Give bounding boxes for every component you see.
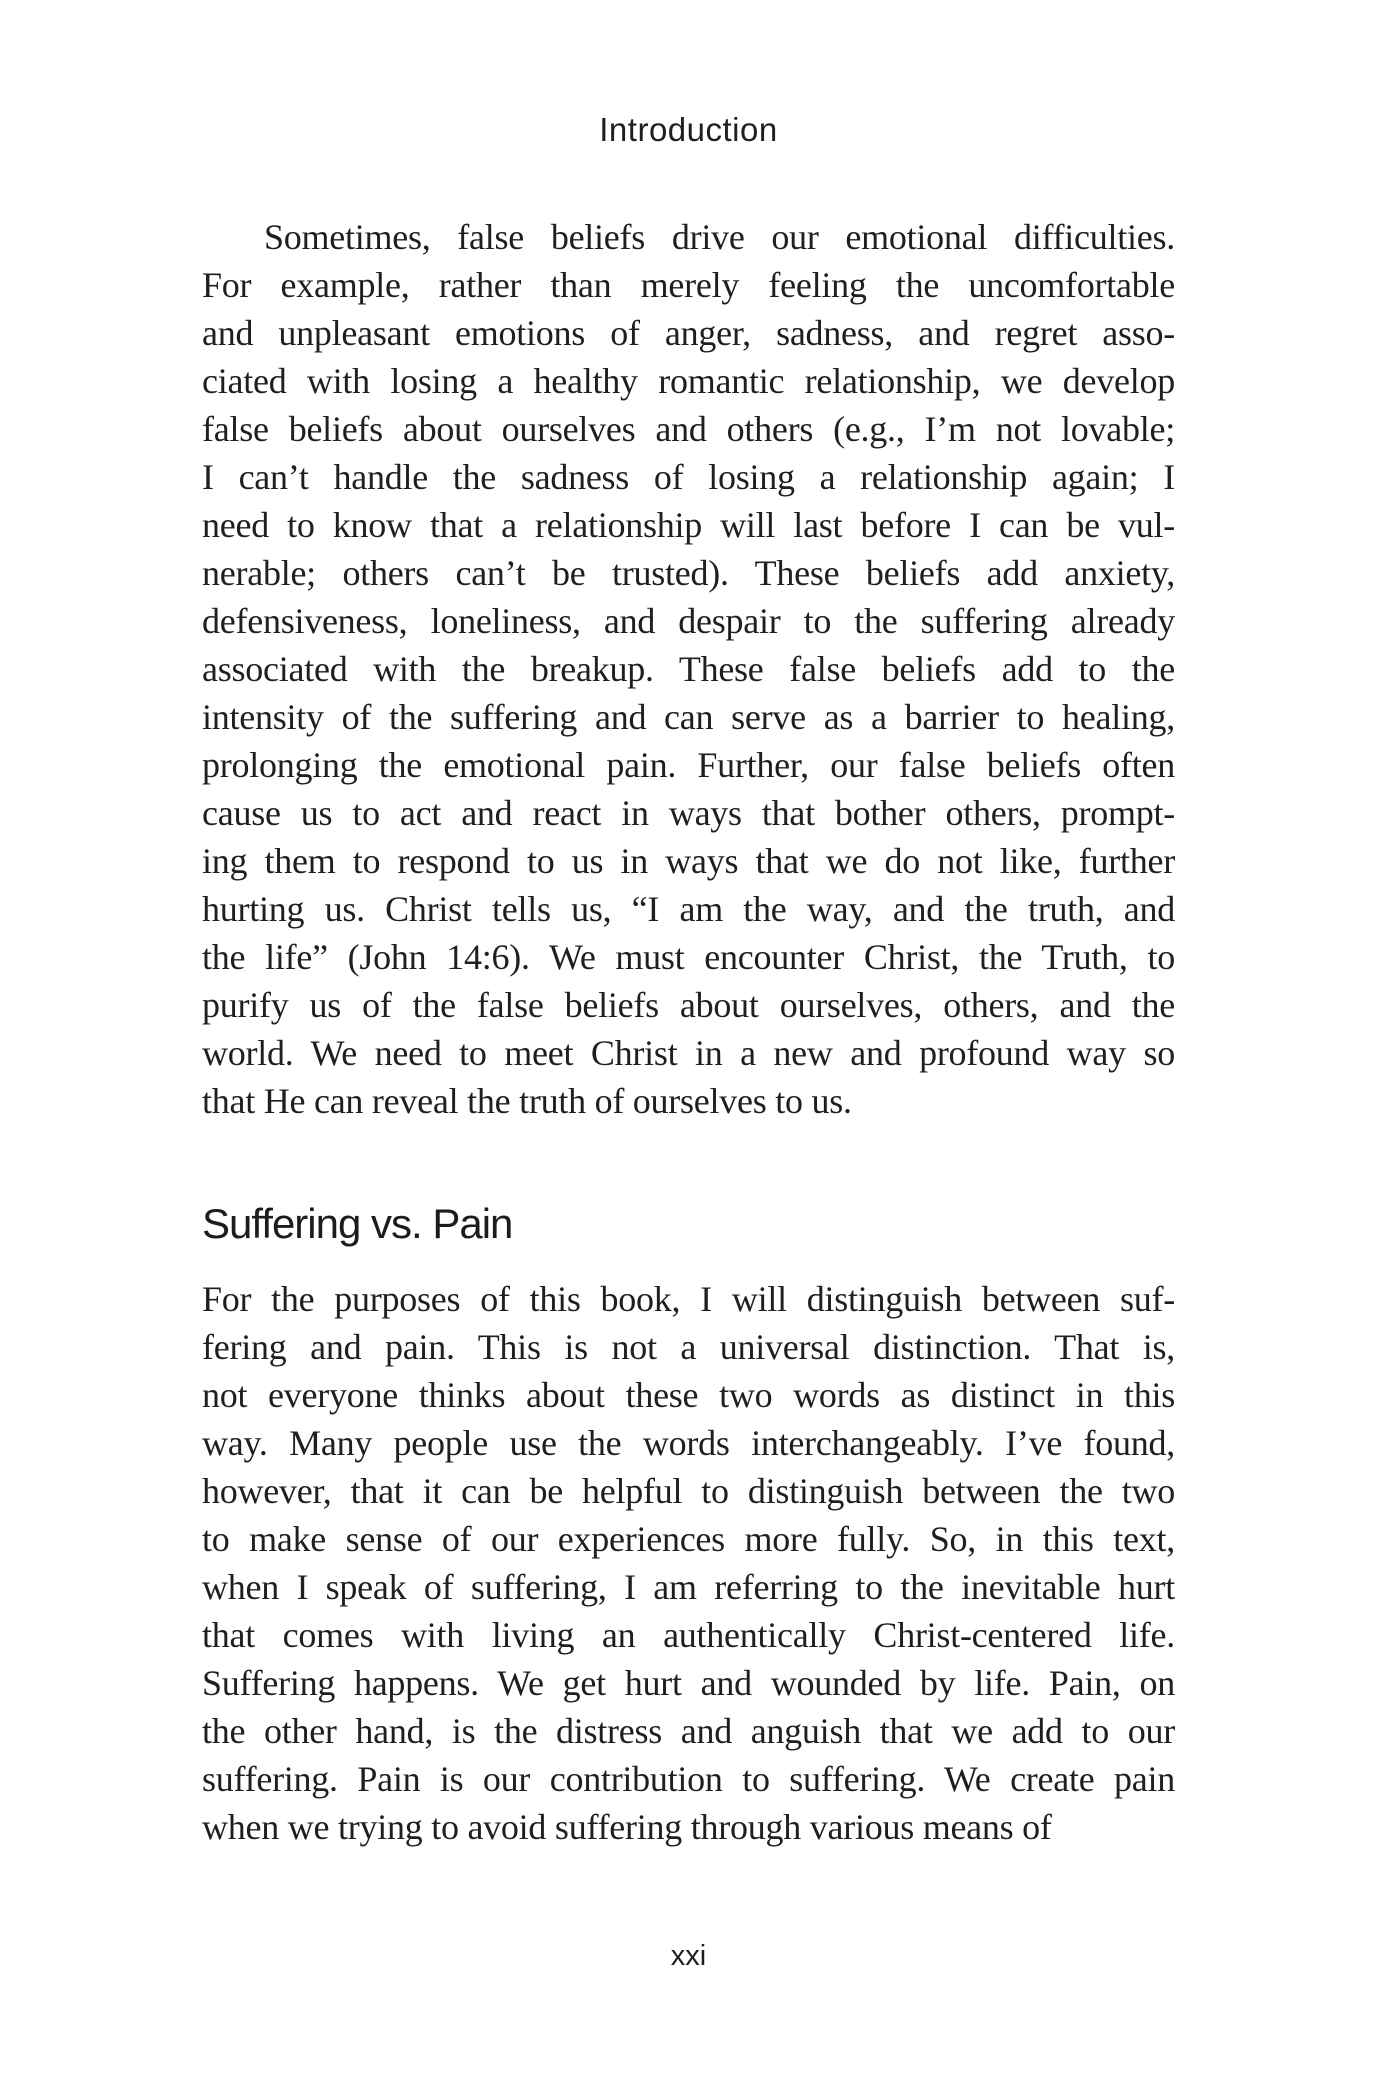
paragraph-2 [202, 1275, 1175, 1851]
text-line: to make sense of our experiences more fully. So, in this text, [202, 1519, 1175, 1559]
text-line: world. We need to meet Christ in a new and profound way so [202, 1033, 1175, 1073]
paragraph-1 [202, 213, 1175, 1125]
text-line: nerable; others can’t be trusted). These beliefs add anxiety, [202, 553, 1175, 593]
text-line: not everyone thinks about these two words as distinct in this [202, 1375, 1175, 1415]
text-line: I can’t handle the sadness of losing a relationship again; I [202, 457, 1175, 497]
text-line: For the purposes of this book, I will distinguish between suf- [202, 1279, 1175, 1319]
page-number: xxi [670, 1940, 707, 1972]
text-line: however, that it can be helpful to distinguish between the two [202, 1471, 1175, 1511]
text-line: suffering. Pain is our contribution to suffering. We create pain [202, 1759, 1175, 1799]
text-line: purify us of the false beliefs about ourselves, others, and the [202, 985, 1175, 1025]
text-line: fering and pain. This is not a universal distinction. That is, [202, 1327, 1175, 1367]
text-line: cause us to act and react in ways that bother others, prompt- [202, 793, 1175, 833]
text-line: associated with the breakup. These false beliefs add to the [202, 649, 1175, 689]
text-line: false beliefs about ourselves and others (e.g., I’m not lovable; [202, 409, 1175, 449]
text-line: prolonging the emotional pain. Further, our false beliefs often [202, 745, 1175, 785]
text-line: For example, rather than merely feeling the uncomfortable [202, 265, 1175, 305]
text-line: Suffering happens. We get hurt and wounded by life. Pain, on [202, 1663, 1175, 1703]
text-line: way. Many people use the words interchangeably. I’ve found, [202, 1423, 1175, 1463]
text-line: ing them to respond to us in ways that we do not like, further [202, 841, 1175, 881]
text-line: hurting us. Christ tells us, “I am the way, and the truth, and [202, 889, 1175, 929]
text-line: defensiveness, loneliness, and despair to the suffering already [202, 601, 1175, 641]
text-line: ciated with losing a healthy romantic relationship, we develop [202, 361, 1175, 401]
text-line: when I speak of suffering, I am referring to the inevitable hurt [202, 1567, 1175, 1607]
text-line: the other hand, is the distress and anguish that we add to our [202, 1711, 1175, 1751]
text-line: Sometimes, false beliefs drive our emotional difficulties. [264, 217, 1175, 257]
running-head: Introduction [599, 111, 778, 148]
section-heading: Suffering vs. Pain [202, 1200, 513, 1247]
text-line: and unpleasant emotions of anger, sadness, and regret asso- [202, 313, 1175, 353]
text-line: need to know that a relationship will last before I can be vul- [202, 505, 1175, 545]
text-line: intensity of the suffering and can serve as a barrier to healing, [202, 697, 1175, 737]
text-line: when we trying to avoid suffering through various means of [202, 1807, 1052, 1847]
text-line: that He can reveal the truth of ourselves to us. [202, 1081, 852, 1121]
text-line: that comes with living an authentically Christ-centered life. [202, 1615, 1175, 1655]
text-line: the life” (John 14:6). We must encounter Christ, the Truth, to [202, 937, 1175, 977]
